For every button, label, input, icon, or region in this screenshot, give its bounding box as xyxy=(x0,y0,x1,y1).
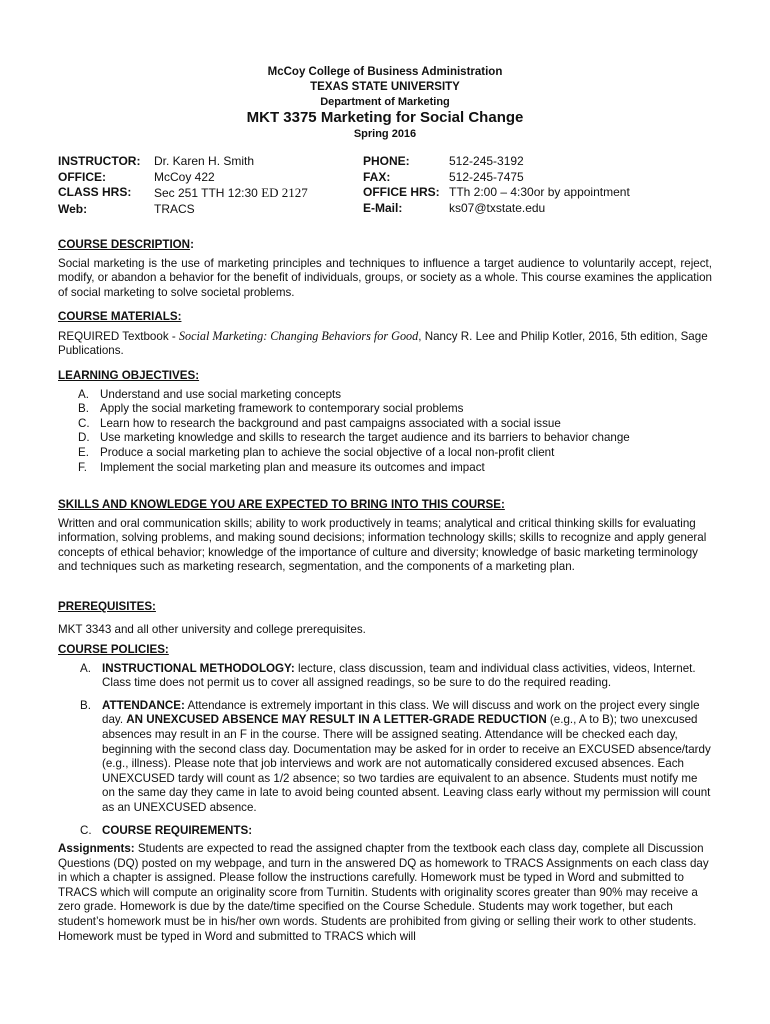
assignments-text xyxy=(58,842,712,944)
fax-label: FAX: xyxy=(363,169,391,184)
assignments-section xyxy=(58,842,712,944)
office-value: McCoy 422 xyxy=(154,169,215,184)
list-item xyxy=(58,461,712,476)
course-materials-section xyxy=(58,310,712,359)
phone-row xyxy=(363,154,630,170)
policy-text xyxy=(102,699,712,816)
assignments-label: Assignments: xyxy=(58,842,135,855)
instructor-label: INSTRUCTOR: xyxy=(58,154,141,168)
learning-objectives-section xyxy=(58,369,712,475)
office-row xyxy=(58,170,308,186)
policy-title: ATTENDANCE: xyxy=(102,698,185,712)
prerequisites-heading: PREREQUISITES: xyxy=(58,600,156,613)
course-term: Spring 2016 xyxy=(353,128,417,140)
course-materials-heading: COURSE MATERIALS: xyxy=(58,310,182,323)
list-marker: C. xyxy=(78,416,90,430)
prerequisites-text: MKT 3343 and all other university and college prerequisites. xyxy=(58,622,366,636)
list-item xyxy=(58,388,712,403)
course-policies-heading: COURSE POLICIES: xyxy=(58,643,169,656)
policy-body: lecture, class discussion, team and individual class activities, videos, Internet. Class time does not permit us to cover all assigned readings, so be sure to do the required reading. xyxy=(102,661,696,690)
list-item-text: Learn how to research the background and past campaigns associated with a social issue xyxy=(100,416,561,430)
policy-marker: C. xyxy=(80,823,92,837)
policy-title: INSTRUCTIONAL METHODOLOGY: xyxy=(102,661,295,675)
policy-title: COURSE REQUIREMENTS: xyxy=(102,823,253,837)
class-hours-value xyxy=(154,185,308,202)
skills-text: Written and oral communication skills; ability to work productively in teams; analytical and critical thinking skills for evaluating information, solving problems, and making sound decisions; information technology skills; skills to recognize and apply general concepts of ethical behavior; knowledge of the importance of culture and diversity; knowledge of basic marketing terminology and techniques such as marketing research, segmentation, and the components of a marketing plan. xyxy=(58,516,707,574)
list-marker: D. xyxy=(78,431,90,445)
instructor-row xyxy=(58,154,308,170)
policy-emphasis: AN UNEXCUSED ABSENCE MAY RESULT IN A LETTER-GRADE REDUCTION xyxy=(126,713,547,727)
list-item xyxy=(58,417,712,432)
instructor-value: Dr. Karen H. Smith xyxy=(154,154,255,168)
email-label: E-Mail: xyxy=(363,200,403,215)
class-hours-row xyxy=(58,185,308,202)
policy-text xyxy=(102,662,712,691)
list-marker: E. xyxy=(78,445,89,459)
class-hours-label: CLASS HRS: xyxy=(58,185,132,199)
web-value: TRACS xyxy=(154,201,195,216)
course-title: MKT 3375 Marketing for Social Change xyxy=(246,109,524,126)
web-label: Web: xyxy=(58,201,88,216)
list-marker: F. xyxy=(78,460,88,474)
list-item-text: Use marketing knowledge and skills to research the target audience and its barriers to behavior change xyxy=(100,431,630,445)
email-value[interactable]: ks07@txstate.edu xyxy=(449,200,546,215)
course-description-section xyxy=(58,238,712,300)
list-item-text: Apply the social marketing framework to contemporary social problems xyxy=(100,402,464,416)
skills-section xyxy=(58,498,712,575)
contact-info xyxy=(363,154,630,216)
fax-value: 512-245-7475 xyxy=(449,169,524,184)
class-hours-time: Sec 251 TTH 12:30 xyxy=(154,186,262,200)
fax-row xyxy=(363,170,630,186)
learning-objectives-heading: LEARNING OBJECTIVES: xyxy=(58,369,200,382)
materials-suffix: , Nancy R. Lee and Philip Kotler, 2016, 5th edition, Sage Publications. xyxy=(58,329,708,358)
course-policies-section xyxy=(58,643,712,838)
phone-label: PHONE: xyxy=(363,154,410,168)
materials-prefix: REQUIRED Textbook - xyxy=(58,329,179,343)
department-name: Department of Marketing xyxy=(320,96,450,108)
email-row xyxy=(363,201,630,217)
course-materials-text xyxy=(58,329,712,359)
list-item-text: Produce a social marketing plan to achieve the social objective of a local non-profit client xyxy=(100,445,555,459)
textbook-title: Social Marketing: Changing Behaviors for Good xyxy=(178,328,419,343)
prerequisites-section xyxy=(58,600,712,637)
assignments-body: Students are expected to read the assigned chapter from the textbook each class day, complete all Discussion Questions (DQ) posted on my webpage, and turn in the answered DQ as homework to TRACS Assignments on each class day in which a chapter is assigned. Please follow the instructions carefully. Homework must be typed in Word and submitted to TRACS which will compute an originality score from Turnitin. Students with originality scores greater than 90% may receive a zero grade. Homework is due by the date/time specified on the Course Schedule. Students may work together, but each student’s homework must be in his/her own words. Students are prohibited from giving or selling their work to other students. Homework must be typed in Word and submitted to TRACS which will xyxy=(58,842,709,943)
course-description-text: Social marketing is the use of marketing principles and techniques to influence a target audience to voluntarily accept, reject, modify, or abandon a behavior for the benefit of individuals, groups, or society as a whole. This course examines the application of social marketing to solve societal problems. xyxy=(58,256,712,299)
list-marker: A. xyxy=(78,387,89,401)
list-item-text: Understand and use social marketing concepts xyxy=(100,387,342,401)
instructor-info xyxy=(58,154,308,217)
list-item xyxy=(58,446,712,461)
list-item xyxy=(58,402,712,417)
college-name: McCoy College of Business Administration xyxy=(267,66,503,78)
university-name: TEXAS STATE UNIVERSITY xyxy=(310,81,460,93)
list-marker: B. xyxy=(78,402,89,416)
office-hours-row xyxy=(363,185,630,201)
office-hours-label: OFFICE HRS: xyxy=(363,185,440,199)
policy-marker: A. xyxy=(80,661,91,675)
policy-body: Attendance is extremely important in this class. We will discuss and work on the project every single day. xyxy=(102,698,700,727)
course-description-heading-line xyxy=(58,238,712,253)
skills-heading: SKILLS AND KNOWLEDGE YOU ARE EXPECTED TO BRING INTO THIS COURSE: xyxy=(58,498,505,511)
class-room: ED 2127 xyxy=(261,185,308,200)
office-hours-value: TTh 2:00 – 4:30or by appointment xyxy=(449,185,630,199)
policy-instructional-methodology xyxy=(58,662,712,691)
list-item xyxy=(58,431,712,446)
learning-objectives-list xyxy=(58,388,712,476)
policy-text xyxy=(102,824,712,839)
policy-marker: B. xyxy=(80,698,91,712)
web-row xyxy=(58,202,308,218)
phone-value: 512-245-3192 xyxy=(449,154,524,168)
policy-attendance xyxy=(58,699,712,816)
policy-body-continued: (e.g., A to B); two unexcused absences may result in an F in the course. There will be assigned seating. Attendance will be checked each day, beginning with the second class day. Documentation may be asked for in order to receive an EXCUSED absence/tardy (e.g., illness). Please note that job interviews and work are not automatically considered excused absences. Each UNEXCUSED tardy will count as 1/2 absence; so two tardies are equivalent to an absence. Students must notify me on the same day they came in late to avoid being counted absent. Leaving class early without my permission will count as an UNEXCUSED absence. xyxy=(102,713,711,814)
list-item-text: Implement the social marketing plan and measure its outcomes and impact xyxy=(100,460,485,474)
course-description-heading: COURSE DESCRIPTION xyxy=(58,238,191,251)
office-label: OFFICE: xyxy=(58,169,106,184)
course-description-colon: : xyxy=(190,238,194,251)
policy-course-requirements xyxy=(58,824,712,839)
